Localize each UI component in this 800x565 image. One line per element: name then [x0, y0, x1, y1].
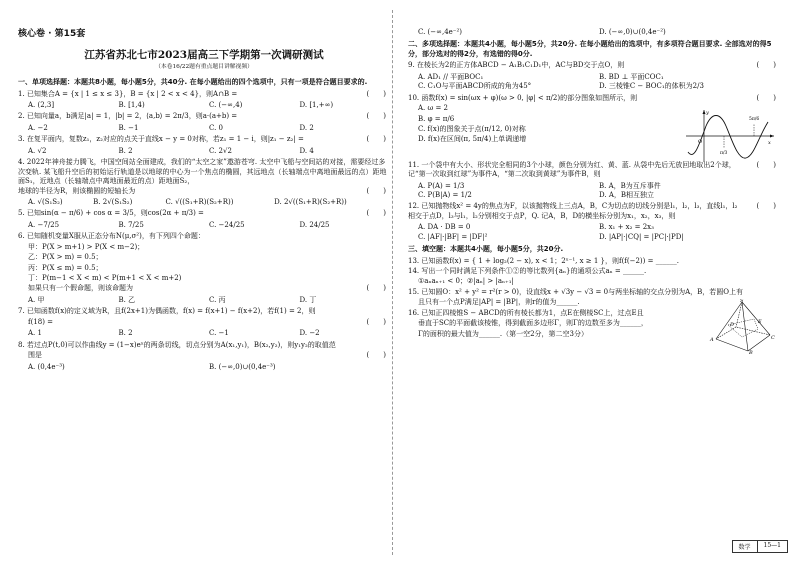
answer-bracket: ( ) — [366, 317, 386, 326]
question-stem: 地球的半径为R，则该椭圆的短轴长为 — [18, 186, 136, 195]
option-a: A. 1 — [28, 329, 42, 338]
option-d: D. 2 — [299, 123, 314, 132]
question-4 — [18, 158, 390, 207]
answer-bracket: ( ) — [756, 93, 776, 102]
options — [28, 363, 390, 372]
option-c: C. −1 — [209, 329, 229, 338]
answer-bracket: ( ) — [366, 209, 386, 218]
answer-bracket: ( ) — [366, 112, 386, 121]
question-stem: 7. 已知函数f(x)的定义域为R，且f(2x+1)为偶函数，f(x) = f(x+1) − f(x+2)，若f(1) = 2，则 — [18, 307, 316, 316]
question-13 — [408, 257, 780, 266]
option-b: B. 乙 — [118, 295, 136, 304]
vertex-label-s: S — [740, 298, 744, 304]
question-5 — [18, 209, 390, 230]
answer-bracket: ( ) — [366, 135, 386, 144]
question-conditions: ①aₙaₙ₊₁ < 0；②|aₙ| > |aₙ₊₁| — [418, 277, 514, 286]
question-stem: 8. 若过点P(t,0)可以作曲线y = (1−x)eˣ的两条切线，切点分别为A(x₁,y₁)，B(x₂,y₂)，则y₁y₂的取值范 — [18, 340, 336, 349]
option-d: D. 2√((S₁+R)(S₂+R)) — [274, 197, 347, 206]
options — [28, 329, 390, 338]
options — [28, 296, 390, 305]
vertex-label-b: B — [749, 349, 753, 355]
option-b: B. 2 — [118, 146, 133, 155]
options — [418, 223, 780, 242]
set-tag: 核心卷 · 第15套 — [18, 29, 86, 39]
option-c: C. f(x)的图象关于点(π/12, 0)对称 — [418, 124, 526, 133]
option-b: B. 7/25 — [118, 220, 144, 229]
answer-bracket: ( ) — [756, 202, 776, 211]
question-6 — [18, 232, 390, 305]
option-c: C. √((S₁+R)(S₂+R)) — [165, 197, 234, 206]
question-2 — [18, 112, 390, 133]
option-b: B. A，B为互斥事件 — [599, 181, 661, 190]
question-stem-cont: 围是 — [28, 351, 42, 360]
option-d: D. |AP|·|CQ| = |PC|·|PD| — [599, 232, 684, 241]
edge-cd — [736, 327, 770, 335]
option-b: B. [1,4) — [118, 101, 145, 109]
question-stem: 10. 函数f(x) = sin(ωx + φ)(ω > 0, |φ| < π/2)的部分图象如图所示，则 — [408, 93, 638, 102]
options — [418, 182, 780, 201]
option-b: B. φ = π/6 — [418, 114, 455, 123]
page-footer — [732, 540, 788, 553]
question-11 — [408, 161, 780, 201]
exam-title: 江苏省苏北七市2023届高三下学期第一次调研测试 — [84, 49, 324, 62]
question-stem: 2. 已知向量a，b满足|a| = 1，|b| = 2，⟨a,b⟩ = 2π/3，则a·(a+b) = — [18, 112, 238, 121]
options — [28, 101, 390, 110]
sine-graph-figure — [684, 108, 776, 164]
option-a: A. 甲 — [28, 295, 45, 304]
x-axis-arrow-icon — [770, 134, 774, 137]
question-7 — [18, 307, 390, 338]
option-c: C. 丙 — [209, 295, 226, 304]
option-a: A. √(S₁S₂) — [28, 197, 63, 206]
option-d: D. 三棱锥C − BOC₁的体积为2/3 — [599, 82, 704, 91]
tick-label-pi-3: π/3 — [720, 150, 728, 156]
options — [28, 221, 390, 230]
proposition-yi: 乙：P(X > m) = 0.5； — [28, 253, 103, 262]
option-d: D. (−∞,0)∪(0,4e⁻²) — [599, 28, 666, 36]
column-divider — [392, 10, 393, 555]
option-d: D. A，B相互独立 — [599, 190, 655, 199]
edge-bc — [748, 335, 770, 351]
section-fill-in: 三、填空题：本题共4小题，每小题5分，共20分. — [408, 245, 564, 254]
question-9 — [408, 61, 780, 91]
option-b: B. x₁ + x₂ = 2x₃ — [599, 223, 654, 232]
question-stem: 16. 已知正四棱锥S − ABCD的所有棱长都为1，点E在侧棱SC上，过点E且 — [408, 308, 644, 317]
edge-da — [716, 327, 736, 339]
options — [28, 147, 390, 156]
point-label-e: E — [758, 318, 762, 325]
question-stem: 5. 已知sin(α − π/6) + cos α = 3/5，则cos(2α + π/3) = — [18, 209, 204, 218]
question-3 — [18, 135, 390, 156]
question-tail: 如果只有一个假命题，则该命题为 — [28, 284, 133, 293]
edge-ab — [716, 339, 748, 351]
question-14 — [408, 267, 780, 287]
question-8 — [18, 341, 390, 372]
question-12 — [408, 202, 780, 242]
question-stem: 3. 在复平面内，复数z₁，z₂对应的点关于直线x − y = 0对称，若z₁ = 1 − i，则|z₁ − z₂| = — [18, 135, 304, 144]
option-d: D. −2 — [299, 329, 320, 338]
footer-subject: 数学 — [738, 544, 751, 551]
option-a: A. DA · DB = 0 — [418, 223, 471, 232]
option-d: D. [1,+∞) — [299, 101, 334, 109]
option-b: B. 2√(S₁S₂) — [93, 197, 133, 206]
answer-bracket: ( ) — [366, 186, 386, 195]
section-multi-choice: 二、多项选择题：本题共4小题，每小题5分，共20分. 在每小题给出的选项中，有多项符合题目要求. 全部选对的得5分，部分选对的得2分，有选错的得0分. — [408, 40, 772, 58]
question-stem-cont: 垂直于SC的平面截该棱锥，得到截面多边形Γ，则Γ的边数至多为______， — [418, 319, 648, 328]
option-c: C. C₁O与平面ABCD所成的角为45° — [418, 82, 532, 91]
question-stem: 1. 已知集合A = {x | 1 ≤ x ≤ 3}，B = {x | 2 < x < 4}，则A∩B = — [18, 89, 238, 98]
answer-bracket: ( ) — [756, 61, 776, 70]
right-column — [408, 8, 780, 355]
option-c: C. |AF|·|BF| = |DF|² — [418, 232, 488, 241]
option-b: B. −1 — [118, 123, 139, 132]
option-b: B. (−∞,0)∪(0,4e⁻³) — [209, 362, 276, 371]
x-axis-label: x — [768, 139, 771, 146]
question-stem-cont: f(18) = — [28, 317, 54, 326]
option-c: C. −24/25 — [209, 220, 245, 229]
options — [28, 124, 390, 133]
option-d: D. 丁 — [299, 295, 317, 304]
option-a: A. −2 — [28, 123, 48, 132]
origin-label: O — [698, 138, 703, 145]
option-c: C. 0 — [209, 123, 224, 132]
option-a: A. √2 — [28, 146, 47, 155]
question-stem: 13. 已知函数f(x) = { 1 + log₂(2 − x), x < 1；2ˣ⁻¹, x ≥ 1 }，则f(f(−2)) = ______. — [408, 256, 679, 265]
answer-bracket: ( ) — [366, 351, 386, 360]
option-c: C. (−∞,4) — [209, 101, 243, 109]
proposition-jia: 甲：P(X > m+1) > P(X < m−2)； — [28, 242, 145, 251]
question-8-options-cont — [418, 28, 780, 37]
option-a: A. (2,3] — [28, 101, 55, 109]
options — [28, 198, 390, 207]
tick-label-5pi-6: 5π/6 — [749, 116, 760, 122]
question-context: 4. 2022年神舟接力腾飞，中国空间站全面建成，我们的“太空之家”遨游苍穹. 太空中飞船与空间站的对接，需要经过多次变轨. 某飞船升空后的初始运行轨道是以地球的中心为一个焦点的椭圆，其远地点（长轴端点中离地面最远的点）距地面S₁，近地点（长轴端点中离地面最近的点）距地面S₂， — [18, 158, 387, 186]
exam-note: （本卷16/22题有重点题目讲解视频） — [155, 64, 253, 71]
proposition-ding: 丁：P(m−1 < X < m) < P(m+1 < X < m+2) — [28, 274, 182, 282]
option-a: A. (0,4e⁻³) — [28, 362, 65, 371]
question-1 — [18, 90, 390, 111]
option-c: C. (−∞,4e⁻²) — [418, 28, 463, 36]
option-b: B. BD ⊥ 平面COC₁ — [599, 72, 664, 81]
option-a: A. P(A) = 1/3 — [418, 181, 465, 190]
question-stem: 14. 写出一个同时满足下列条件①②的等比数列{aₙ}的通项公式aₙ = ______. — [408, 267, 647, 275]
edge-sb — [742, 302, 748, 351]
question-stem: 9. 在棱长为2的正方体ABCD − A₁B₁C₁D₁中，AC与BD交于点O，则 — [408, 61, 625, 70]
question-stem: 12. 已知抛物线x² = 4y的焦点为F，以该抛物线上三点A，B，C为切点的切线分别是l₁，l₂，l₃，直线l₁，l₂相交于点D，l₃与l₁，l₂分别相交于点P，Q. 记A，B，D的横坐标分别为x₁，x₂，x₃，则 — [408, 202, 738, 220]
left-column — [18, 8, 390, 374]
y-axis-label: y — [706, 109, 709, 116]
option-a: A. ω = 2 — [418, 104, 448, 113]
question-stem-cont: 且只有一个点P满足|AP| = |BP|，则r的值为______. — [418, 298, 580, 307]
question-stem: 15. 已知圆O：x² + y² = r²(r > 0)，设直线x + √3y − √3 = 0与两坐标轴的交点分别为A，B，若圆O上有 — [408, 287, 744, 296]
proposition-bing: 丙：P(X ≤ m) = 0.5； — [28, 263, 103, 272]
question-stem: 11. 一个袋中有大小、形状完全相同的3个小球，颜色分别为红、黄、蓝. 从袋中先后无放回地取出2个球，记“第一次取到红球”为事件A，“第二次取到黄球”为事件B，则 — [408, 160, 736, 179]
vertex-label-a: A — [710, 336, 714, 343]
pyramid-figure — [708, 299, 776, 355]
option-a: A. −7/25 — [28, 220, 60, 229]
option-b: B. 2 — [118, 329, 133, 338]
question-stem-cont: Γ的面积的最大值为______.（第一空2分，第二空3分） — [418, 329, 588, 338]
option-a: A. AD₁ // 平面BOC₁ — [418, 72, 484, 81]
edge-sa — [716, 302, 742, 339]
question-stem: 6. 已知随机变量X服从正态分布N(μ,σ²)，有下列四个命题： — [18, 232, 205, 241]
options — [418, 73, 780, 92]
option-c: C. 2√2 — [209, 146, 232, 155]
question-10 — [408, 94, 780, 160]
answer-bracket: ( ) — [366, 89, 386, 98]
vertex-label-d: D — [730, 321, 735, 328]
footer-page-number: 15—1 — [757, 541, 787, 552]
section-single-choice: 一、单项选择题：本题共8小题，每小题5分，共40分. 在每小题给出的四个选项中，只有一项是符合题目要求的. — [18, 78, 368, 87]
vertex-label-c: C — [771, 334, 775, 341]
option-d: D. 24/25 — [299, 220, 330, 229]
option-c: C. P(B|A) = 1/2 — [418, 190, 472, 199]
answer-bracket: ( ) — [756, 160, 776, 169]
option-d: D. f(x)在区间(π, 5π/4)上单调递增 — [418, 135, 527, 144]
answer-bracket: ( ) — [366, 284, 386, 293]
option-d: D. 4 — [299, 146, 314, 155]
